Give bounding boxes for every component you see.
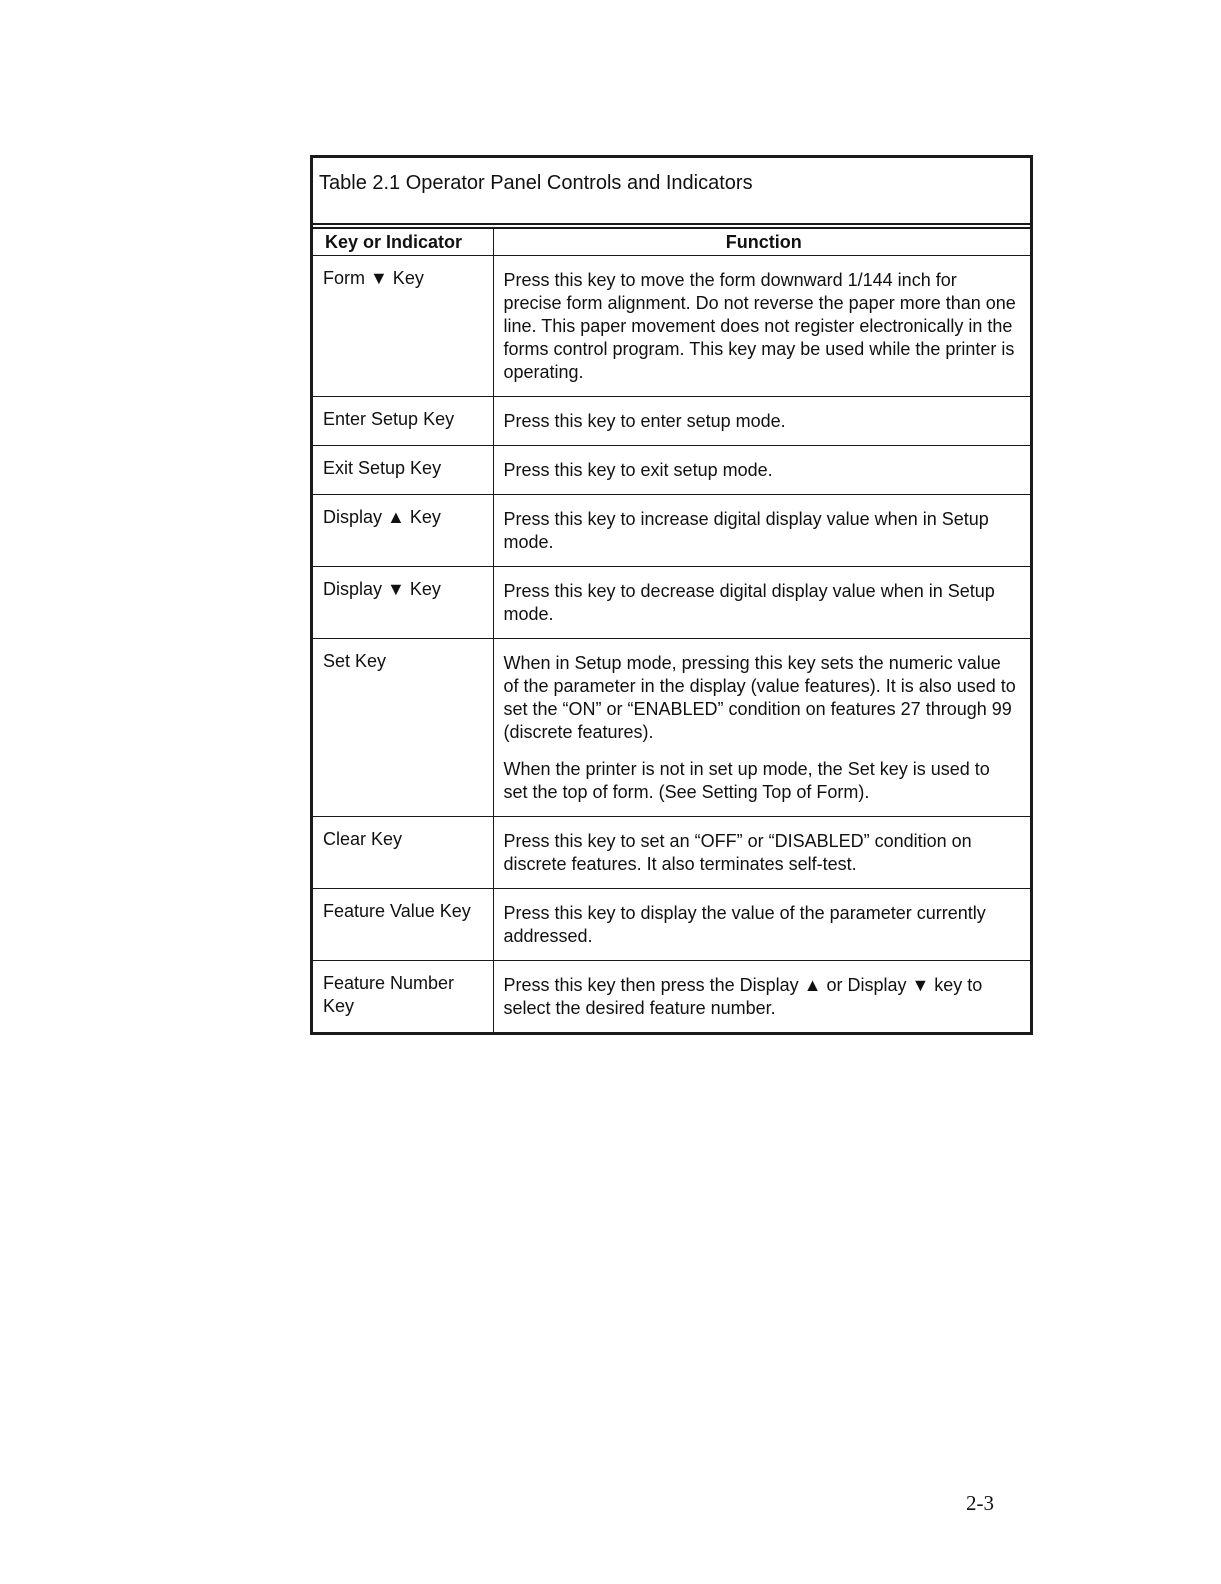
table-row	[313, 567, 1030, 639]
row-function: Press this key to increase digital display value when in Setup mode.	[493, 495, 1030, 567]
table-title: Table 2.1 Operator Panel Controls and Indicators	[313, 158, 1030, 225]
table-header-row	[313, 228, 1030, 256]
row-function: When in Setup mode, pressing this key sets the numeric value of the parameter in the display (value features). It is also used to set the “ON” or “ENABLED” condition on features 27 through 99 (discrete features).	[503, 653, 1016, 742]
row-function: Press this key to exit setup mode.	[493, 446, 1030, 495]
row-function: Press this key to enter setup mode.	[493, 397, 1030, 446]
row-key: Set Key	[313, 639, 493, 817]
row-function-cell	[493, 639, 1030, 817]
page-number: 2-3	[966, 1491, 994, 1515]
controls-table-frame	[310, 155, 1033, 1035]
table-row	[313, 446, 1030, 495]
table-row	[313, 495, 1030, 567]
operator-panel-table	[313, 227, 1030, 1032]
row-key: Feature Value Key	[313, 889, 493, 961]
table-row	[313, 817, 1030, 889]
table-row	[313, 889, 1030, 961]
table-row	[313, 961, 1030, 1033]
table-row	[313, 397, 1030, 446]
row-function: Press this key to display the value of the parameter currently addressed.	[493, 889, 1030, 961]
row-function: Press this key to move the form downward 1/144 inch for precise form alignment. Do not reverse the paper more than one line. This paper movement does not register electronically in the forms control program. This key may be used while the printer is operating.	[493, 256, 1030, 397]
header-key: Key or Indicator	[313, 228, 493, 256]
row-function: Press this key to decrease digital display value when in Setup mode.	[493, 567, 1030, 639]
row-key: Form ▼ Key	[313, 256, 493, 397]
row-key: Display ▼ Key	[313, 567, 493, 639]
row-function: Press this key to set an “OFF” or “DISABLED” condition on discrete features. It also terminates self-test.	[493, 817, 1030, 889]
row-function: Press this key then press the Display ▲ or Display ▼ key to select the desired feature number.	[493, 961, 1030, 1033]
table-row	[313, 256, 1030, 397]
header-function: Function	[493, 228, 1030, 256]
row-key: Display ▲ Key	[313, 495, 493, 567]
row-key: Clear Key	[313, 817, 493, 889]
row-key: Feature Number Key	[313, 961, 493, 1033]
table-row	[313, 639, 1030, 817]
row-key: Exit Setup Key	[313, 446, 493, 495]
row-function-extra: When the printer is not in set up mode, the Set key is used to set the top of form. (See Setting Top of Form).	[503, 759, 990, 802]
row-key: Enter Setup Key	[313, 397, 493, 446]
